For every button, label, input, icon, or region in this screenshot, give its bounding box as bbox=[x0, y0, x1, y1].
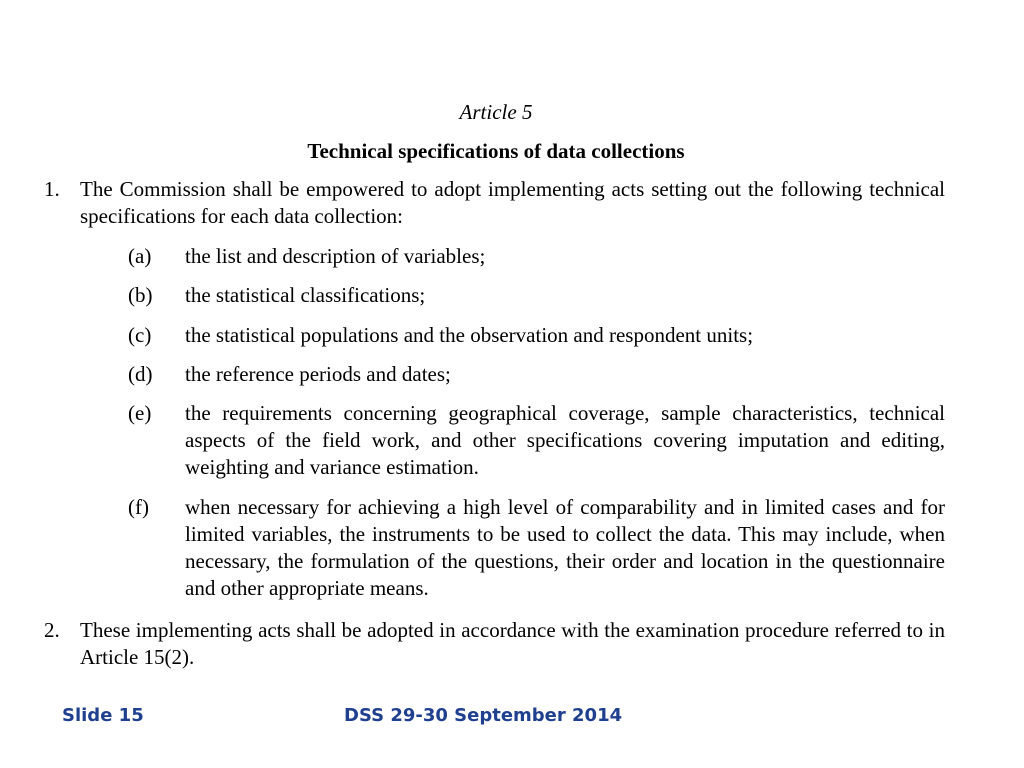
article-number: Article 5 bbox=[459, 100, 533, 124]
list-item-label: (d) bbox=[128, 362, 153, 386]
paragraph-1 bbox=[44, 176, 945, 230]
paragraph-text: These implementing acts shall be adopted in accordance with the examination procedure referred to in Article 15(2). bbox=[80, 618, 945, 669]
list-item-text: the statistical classifications; bbox=[185, 283, 426, 307]
paragraph-number: 1. bbox=[44, 177, 60, 201]
paragraph-text: The Commission shall be empowered to adopt implementing acts setting out the following technical specifications for each data collection: bbox=[80, 177, 945, 228]
article-heading: Technical specifications of data collections bbox=[307, 139, 685, 163]
list-item-d bbox=[128, 361, 945, 388]
list-item-e bbox=[128, 400, 945, 481]
list-item-b bbox=[128, 282, 945, 309]
paragraph-number: 2. bbox=[44, 618, 60, 642]
list-item-f bbox=[128, 494, 945, 602]
list-item-text: when necessary for achieving a high level of comparability and in limited cases and for limited variables, the instruments to be used to collect the data. This may include, when necessary, the formulation of the questions, their order and location in the questionnaire and other appropriate means. bbox=[185, 495, 945, 600]
event-label: DSS 29-30 September 2014 bbox=[344, 705, 623, 726]
list-item-a bbox=[128, 243, 945, 270]
list-item-label: (a) bbox=[128, 244, 152, 268]
list-item-label: (f) bbox=[128, 495, 149, 519]
list-item-text: the requirements concerning geographical coverage, sample characteristics, technical aspects of the field work, and other specifications covering imputation and editing, weighting and variance estimation. bbox=[185, 401, 945, 479]
list-item-text: the reference periods and dates; bbox=[185, 362, 451, 386]
paragraph-2 bbox=[44, 617, 945, 671]
list-item-label: (e) bbox=[128, 401, 152, 425]
list-item-text: the list and description of variables; bbox=[185, 244, 486, 268]
list-item-c bbox=[128, 322, 945, 349]
list-item-text: the statistical populations and the observation and respondent units; bbox=[185, 323, 754, 347]
list-item-label: (b) bbox=[128, 283, 153, 307]
list-item-label: (c) bbox=[128, 323, 152, 347]
slide-number: Slide 15 bbox=[62, 705, 144, 726]
